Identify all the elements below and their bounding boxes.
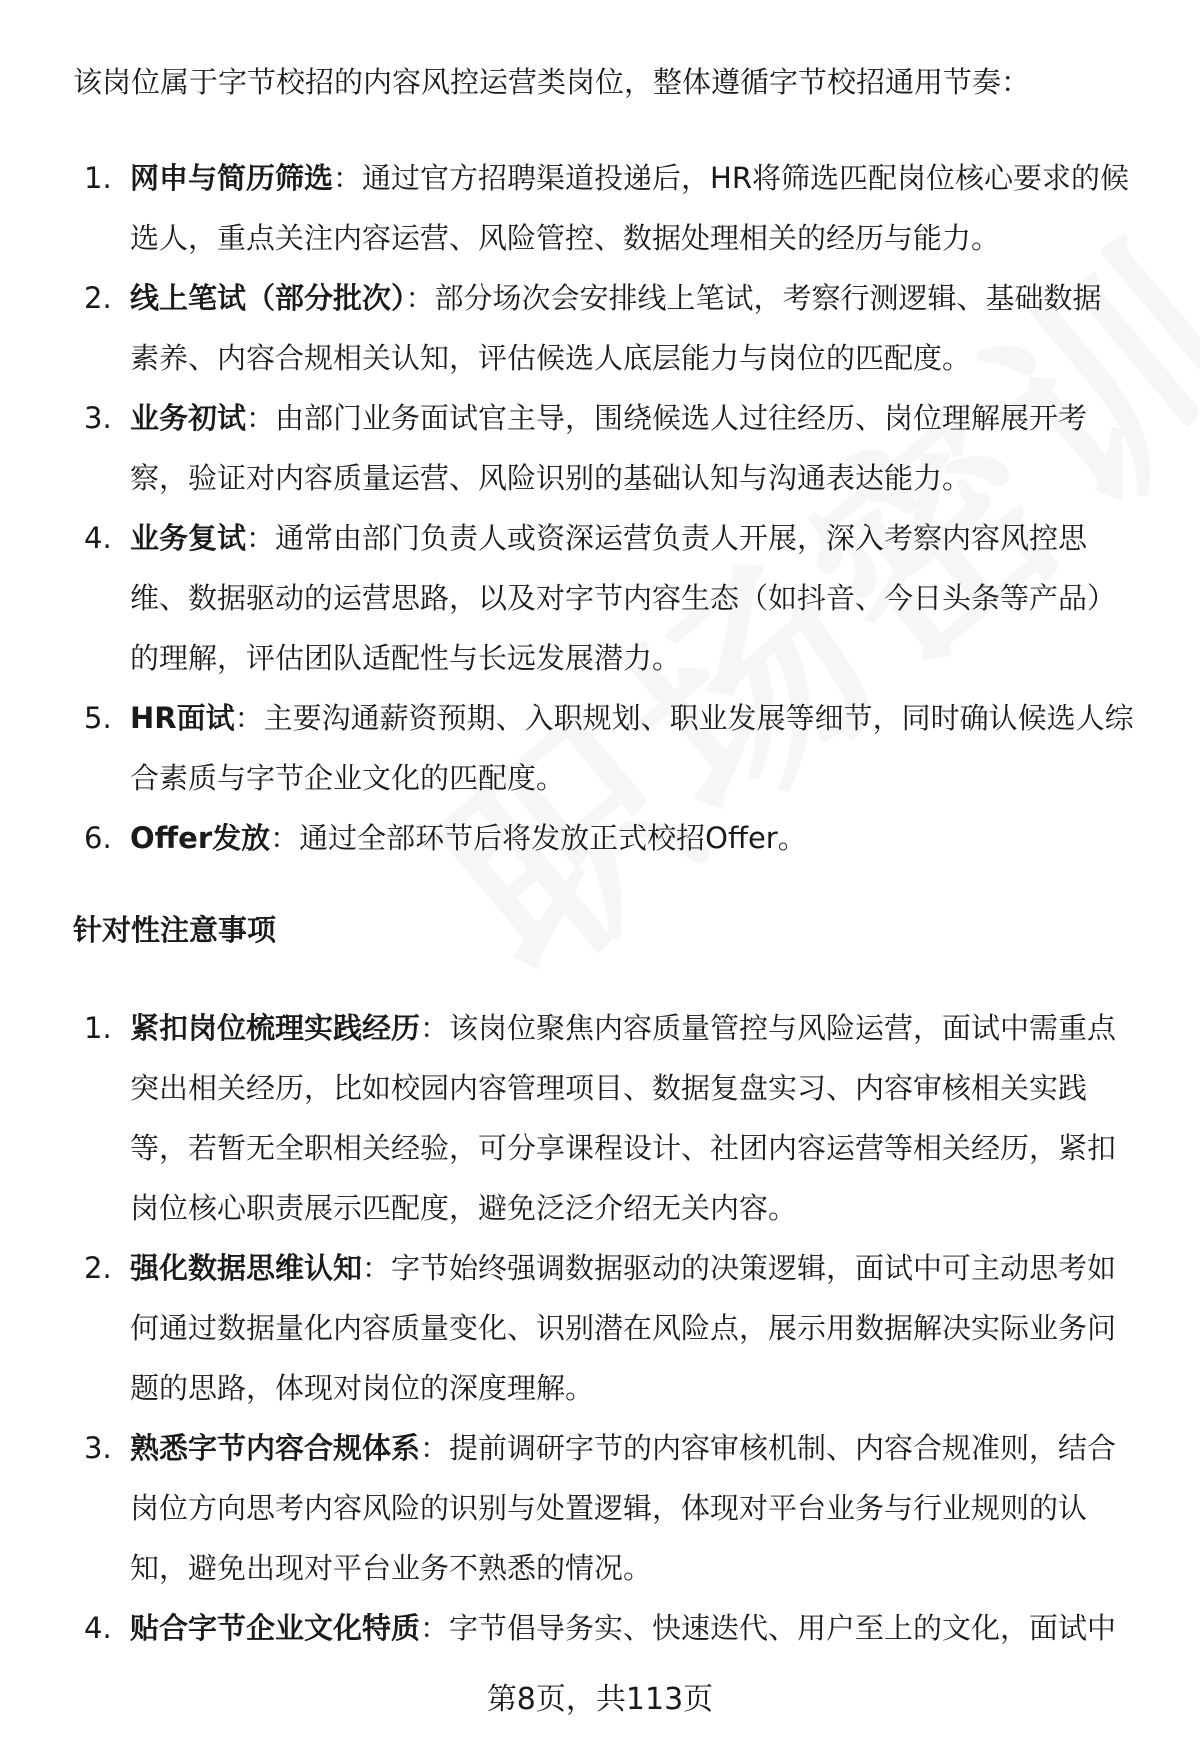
- item-text-line: 题的思路，体现对岗位的深度理解。: [130, 1371, 595, 1405]
- item-text-line: 选人，重点关注内容运营、风险管控、数据处理相关的经历与能力。: [130, 221, 1001, 255]
- process-step-item: [0, 508, 1200, 688]
- item-title: 强化数据思维认知: [130, 1251, 363, 1285]
- process-steps-list: [0, 148, 1200, 868]
- item-text-line: 何通过数据量化内容质量变化、识别潜在风险点，展示用数据解决实际业务问: [130, 1311, 1117, 1345]
- item-text-line: 由部门业务面试官主导，围绕候选人过往经历、岗位理解展开考: [275, 401, 1088, 435]
- item-text-line: 该岗位聚焦内容质量管控与风险运营，面试中需重点: [449, 1011, 1117, 1045]
- item-text-line: 的理解，评估团队适配性与长远发展潜力。: [130, 641, 682, 675]
- item-text-line: 通过官方招聘渠道投递后，HR将筛选匹配岗位核心要求的候: [362, 161, 1129, 195]
- page-footer: 第8页，共113页: [486, 1682, 714, 1717]
- item-title: 网申与简历筛选: [130, 161, 334, 195]
- item-title: 紧扣岗位梳理实践经历: [130, 1011, 421, 1045]
- list-number: 4.: [84, 1611, 112, 1645]
- item-text-line: 主要沟通薪资预期、入职规划、职业发展等细节，同时确认候选人综: [263, 701, 1134, 735]
- item-text-line: 合素质与字节企业文化的匹配度。: [130, 761, 566, 795]
- item-title: 线上笔试（部分批次）: [130, 281, 406, 315]
- item-text-line: 知，避免出现对平台业务不熟悉的情况。: [130, 1551, 653, 1585]
- item-text-line: 突出相关经历，比如校园内容管理项目、数据复盘实习、内容审核相关实践: [130, 1071, 1088, 1105]
- item-separator: ：: [234, 701, 264, 735]
- item-text-line: 等，若暂无全职相关经验，可分享课程设计、社团内容运营等相关经历，紧扣: [130, 1131, 1117, 1165]
- item-text-line: 字节始终强调数据驱动的决策逻辑，面试中可主动思考如: [391, 1251, 1117, 1285]
- item-separator: ：: [405, 281, 435, 315]
- item-text-line: 岗位方向思考内容风险的识别与处置逻辑，体现对平台业务与行业规则的认: [130, 1491, 1088, 1525]
- tips-list: [0, 998, 1200, 1658]
- section-heading: 针对性注意事项: [73, 913, 277, 947]
- item-separator: ：: [333, 161, 363, 195]
- list-number: 3.: [84, 1431, 112, 1465]
- process-step-item: [0, 148, 1200, 268]
- item-text-line: 通常由部门负责人或资深运营负责人开展，深入考察内容风控思: [275, 521, 1088, 555]
- intro-paragraph: 该岗位属于字节校招的内容风控运营类岗位，整体遵循字节校招通用节奏：: [73, 65, 1031, 99]
- item-title: 贴合字节企业文化特质: [130, 1611, 421, 1645]
- process-step-item: [0, 388, 1200, 508]
- item-separator: ：: [246, 521, 276, 555]
- item-separator: ：: [420, 1011, 450, 1045]
- item-text-line: 岗位核心职责展示匹配度，避免泛泛介绍无关内容。: [130, 1191, 798, 1225]
- item-text-line: 维、数据驱动的运营思路，以及对字节内容生态（如抖音、今日头条等产品）: [130, 581, 1117, 615]
- item-title: 熟悉字节内容合规体系: [130, 1431, 421, 1465]
- item-text-line: 通过全部环节后将发放正式校招Offer。: [299, 821, 807, 855]
- item-text-line: 察，验证对内容质量运营、风险识别的基础认知与沟通表达能力。: [130, 461, 972, 495]
- tip-item: [0, 1418, 1200, 1598]
- item-text-line: 提前调研字节的内容审核机制、内容合规准则，结合: [449, 1431, 1117, 1465]
- list-number: 1.: [84, 161, 112, 195]
- list-number: 2.: [84, 1251, 112, 1285]
- tip-item: [0, 1598, 1200, 1658]
- list-number: 3.: [84, 401, 112, 435]
- list-number: 4.: [84, 521, 112, 555]
- item-text-line: 素养、内容合规相关认知，评估候选人底层能力与岗位的匹配度。: [130, 341, 972, 375]
- list-number: 1.: [84, 1011, 112, 1045]
- item-separator: ：: [270, 821, 300, 855]
- process-step-item: [0, 808, 1200, 868]
- item-title: 业务初试: [130, 401, 247, 435]
- item-title: HR面试: [130, 701, 235, 735]
- item-separator: ：: [362, 1251, 392, 1285]
- item-title: 业务复试: [130, 521, 247, 555]
- process-step-item: [0, 268, 1200, 388]
- item-separator: ：: [246, 401, 276, 435]
- list-number: 6.: [84, 821, 112, 855]
- item-separator: ：: [420, 1611, 450, 1645]
- list-number: 5.: [84, 701, 112, 735]
- process-step-item: [0, 688, 1200, 808]
- list-number: 2.: [84, 281, 112, 315]
- item-separator: ：: [420, 1431, 450, 1465]
- item-text-line: 部分场次会安排线上笔试，考察行测逻辑、基础数据: [434, 281, 1102, 315]
- tip-item: [0, 1238, 1200, 1418]
- item-text-line: 字节倡导务实、快速迭代、用户至上的文化，面试中: [449, 1611, 1117, 1645]
- tip-item: [0, 998, 1200, 1238]
- item-title: Offer发放: [130, 821, 271, 855]
